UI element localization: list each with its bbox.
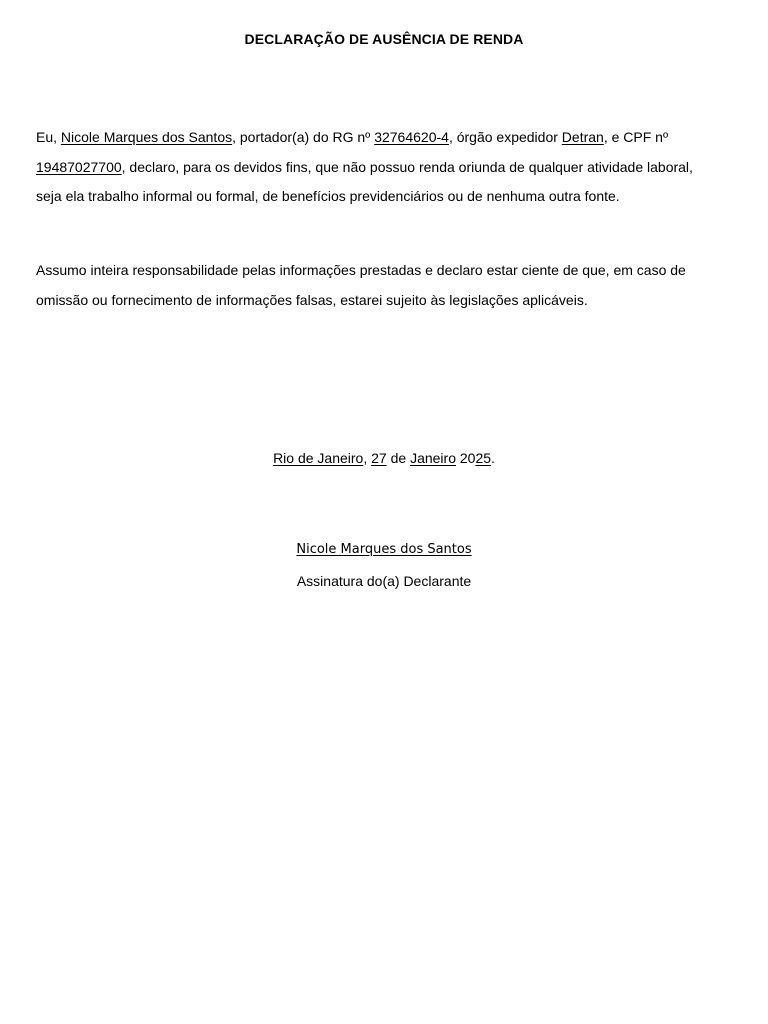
date-line [0,450,768,466]
text-segment: , órgão expedidor [448,129,562,145]
text-segment: de [386,450,411,466]
year-suffix: 25 [475,450,492,466]
declaration-paragraph [36,123,722,212]
document-title: DECLARAÇÃO DE AUSÊNCIA DE RENDA [244,31,524,47]
issuing-agency: Detran [561,129,604,145]
text-segment: , e CPF nº [603,129,669,145]
signature-name-text: Nicole Marques dos Santos [296,542,472,557]
month: Janeiro [410,450,456,466]
signature-name [0,542,768,557]
rg-number: 32764620-4 [374,129,449,145]
text-segment: , declaro, para os devidos fins, que não possuo renda oriunda de qualquer atividade laboral, seja ela trabalho informal ou formal, de benefícios previdenciários ou de nenhuma outra fonte. [36,158,693,204]
text-segment: . [491,450,495,466]
text-segment: , [363,450,372,466]
cpf-number: 19487027700 [36,158,122,175]
text-segment: , portador(a) do RG nº [232,129,375,145]
city: Rio de Janeiro [273,450,364,466]
responsibility-paragraph: Assumo inteira responsabilidade pelas informações prestadas e declaro estar ciente de que, em caso de omissão ou fornecimento de informações falsas, estarei sujeito às legislações aplicáveis. [36,262,686,308]
signature-label: Assinatura do(a) Declarante [296,573,472,589]
text-segment: Eu, [36,129,61,145]
declarant-name: Nicole Marques dos Santos [60,129,233,145]
text-segment: 20 [455,450,476,466]
day: 27 [371,450,387,466]
